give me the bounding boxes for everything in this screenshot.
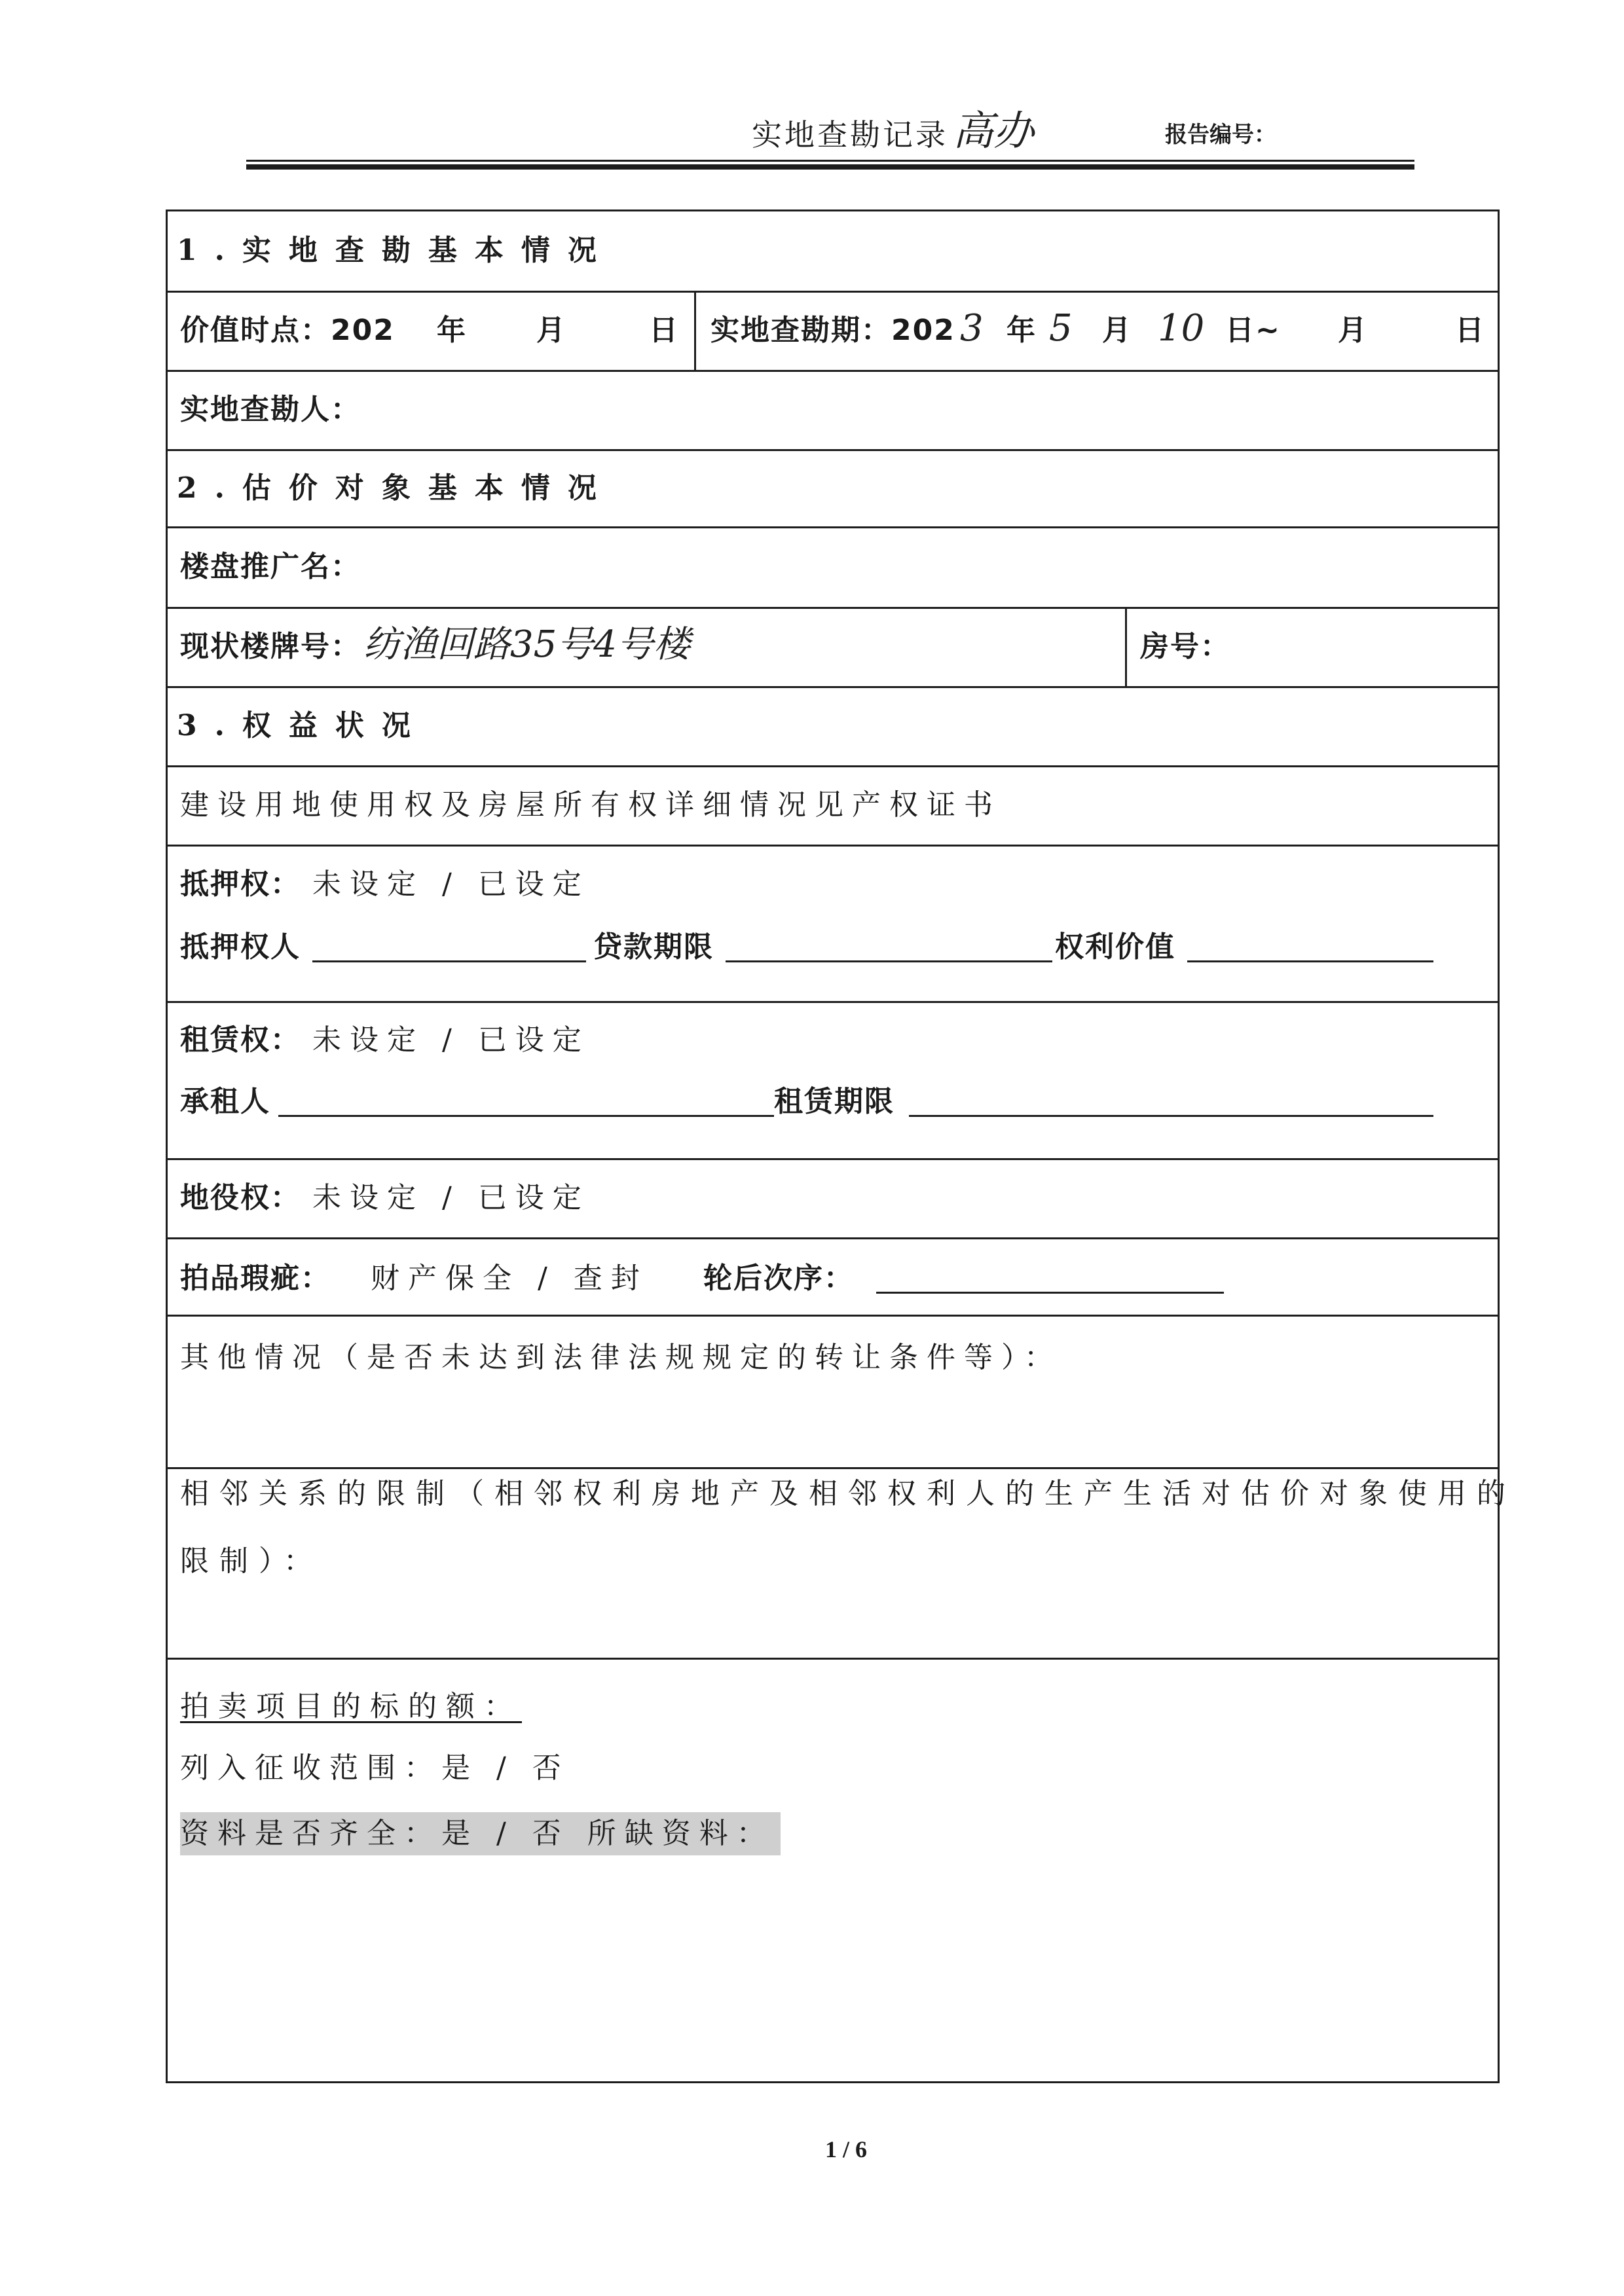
survey-end-day-unit: 日 [1455,314,1485,347]
easement-label: 地役权： [180,1181,301,1214]
defects-label: 拍品瑕疵： [180,1262,331,1295]
defects-row [168,1237,1498,1315]
page-number: 1 / 6 [824,2136,867,2162]
project-name-row [168,526,1498,607]
survey-record-table [166,210,1516,2083]
lease-row [168,1001,1498,1158]
building-number-label: 现状楼牌号： [180,630,361,663]
materials-line-wrapper [180,1812,781,1855]
building-number-row [168,607,1498,686]
mortgage-options: 未设定 / 已设定 [312,867,590,901]
value-date-prefix: 价值时点：202 [180,314,395,347]
seizure-order-blank [876,1292,1224,1294]
survey-day-unit-tilde: 日~ [1225,314,1281,347]
value-date-day-unit: 日 [649,314,679,347]
header-rule-thick [246,164,1414,170]
value-date-month-unit: 月 [536,314,566,347]
section1-heading-row [168,211,1498,291]
expropriation-line: 列入征收范围：是 / 否 [180,1751,570,1785]
neighbor-restriction-line2: 限制）： [180,1544,323,1578]
surveyor-label: 实地查勘人： [180,393,361,426]
survey-year-digit-handwritten: 3 [960,307,984,350]
survey-month-unit: 月 [1102,314,1132,347]
document-title: 实地查勘记录 [752,117,948,153]
mortgage-label: 抵押权： [180,867,301,901]
section1-heading: 1.实地查勘基本情况 [177,234,614,267]
dates-row [168,291,1498,370]
seizure-order-label: 轮后次序： [703,1262,854,1295]
section2-heading-row [168,449,1498,526]
survey-period-prefix: 实地查勘期：202 [710,314,955,347]
survey-year-unit: 年 [1006,314,1037,347]
ownership-note-row [168,765,1498,845]
materials-line: 资料是否齐全：是 / 否 所缺资料： [180,1812,781,1855]
lessee-blank [278,1115,774,1117]
header-rule-thin [246,160,1414,162]
building-room-divider [1125,609,1127,686]
handwritten-mark: 高办 [953,107,1035,155]
other-conditions: 其他情况（是否未达到法律法规规定的转让条件等）： [180,1341,1061,1374]
room-number-label: 房号： [1140,630,1230,663]
mortgage-holder-blank [312,960,586,962]
defects-options: 财产保全 / 查封 [371,1262,648,1295]
auction-row [168,1658,1498,2081]
mortgage-holder-label: 抵押权人 [180,930,301,964]
mortgage-value-label: 权利价值 [1055,930,1175,964]
neighbor-restriction-line1: 相邻关系的限制（相邻权利房地产及相邻权利人的生产生活对估价对象使用的 [180,1477,1516,1510]
project-name-label: 楼盘推广名： [180,550,361,583]
lease-term-blank [909,1115,1433,1117]
surveyor-row [168,370,1498,449]
mortgage-term-label: 贷款期限 [593,930,714,964]
mortgage-value-blank [1187,960,1433,962]
section2-heading: 2.估价对象基本情况 [177,471,614,505]
value-date-year-unit: 年 [437,314,467,347]
lease-label: 租赁权： [180,1023,301,1057]
ownership-note: 建设用地使用权及房屋所有权详细情况见产权证书 [180,788,1001,822]
lease-term-label: 租赁期限 [774,1085,895,1118]
survey-end-month-unit: 月 [1338,314,1368,347]
survey-day-handwritten: 10 [1158,307,1205,350]
building-number-handwritten: 纺渔回路35号4号楼 [363,623,690,666]
report-number-label: 报告编号： [1165,122,1276,148]
survey-month-handwritten: 5 [1049,307,1073,350]
section3-heading: 3.权益状况 [177,709,428,742]
mortgage-term-blank [726,960,1052,962]
lease-options: 未设定 / 已设定 [312,1023,590,1057]
mortgage-row [168,845,1498,1001]
other-conditions-row [168,1315,1498,1467]
neighbor-restriction-row [168,1467,1516,1658]
easement-options: 未设定 / 已设定 [312,1181,590,1214]
auction-amount-label: 拍卖项目的标的额： [180,1690,522,1723]
section3-heading-row [168,686,1498,765]
dates-divider [694,293,696,370]
lessee-label: 承租人 [180,1085,270,1118]
easement-row [168,1158,1498,1237]
